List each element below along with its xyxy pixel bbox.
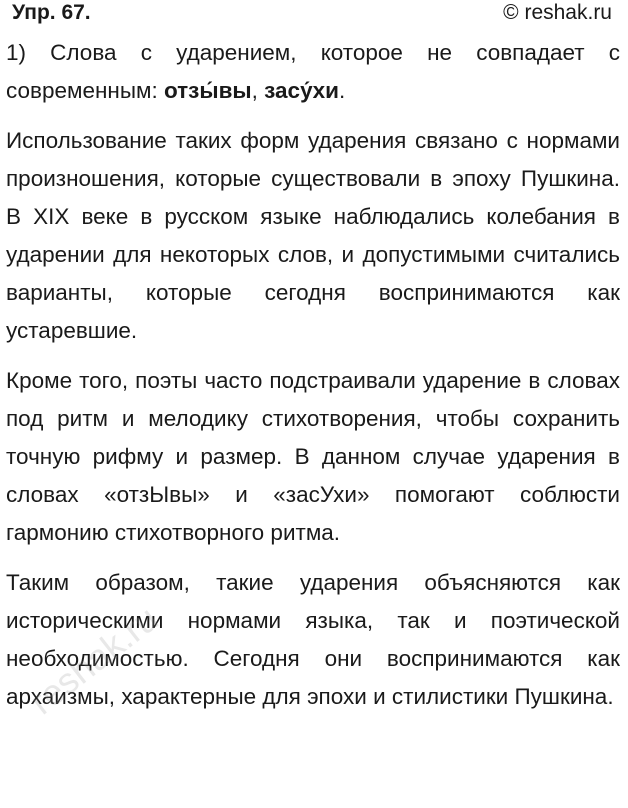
source-credit: © reshak.ru	[503, 1, 612, 24]
watermark: reshak.ru	[22, 597, 166, 723]
header	[6, 0, 620, 34]
stressed-word-1: отзы́вы	[163, 78, 252, 103]
item-1-intro: 1) Слова с ударением, которое не совпадает с современным:	[6, 40, 620, 103]
paragraph-3: Таким образом, такие ударения объясняются как историческими нормами языка, так и поэтической необходимостью. Сегодня они воспринимаются как архаизмы, характерные для эпохи и стилистики Пушкина.	[6, 570, 620, 709]
item-1-paragraph	[6, 34, 620, 110]
answer-body	[6, 34, 620, 716]
item-1-end: .	[338, 78, 346, 103]
item-1-separator: ,	[251, 78, 265, 103]
exercise-title: Упр. 67.	[12, 1, 91, 24]
paragraph-2: Кроме того, поэты часто подстраивали ударение в словах под ритм и мелодику стихотворения, чтобы сохранить точную рифму и размер. В данном случае ударения в словах «отзЫвы» и «засУхи» помогают соблюсти гармонию стихотворного ритма.	[6, 368, 620, 545]
stressed-word-2: засу́хи	[264, 78, 339, 103]
paragraph-1: Использование таких форм ударения связано с нормами произношения, которые существовали в эпоху Пушкина. В XIX веке в русском языке наблюдались колебания в ударении для некоторых слов, и допустимыми считались варианты, которые сегодня воспринимаются как устаревшие.	[6, 128, 620, 343]
